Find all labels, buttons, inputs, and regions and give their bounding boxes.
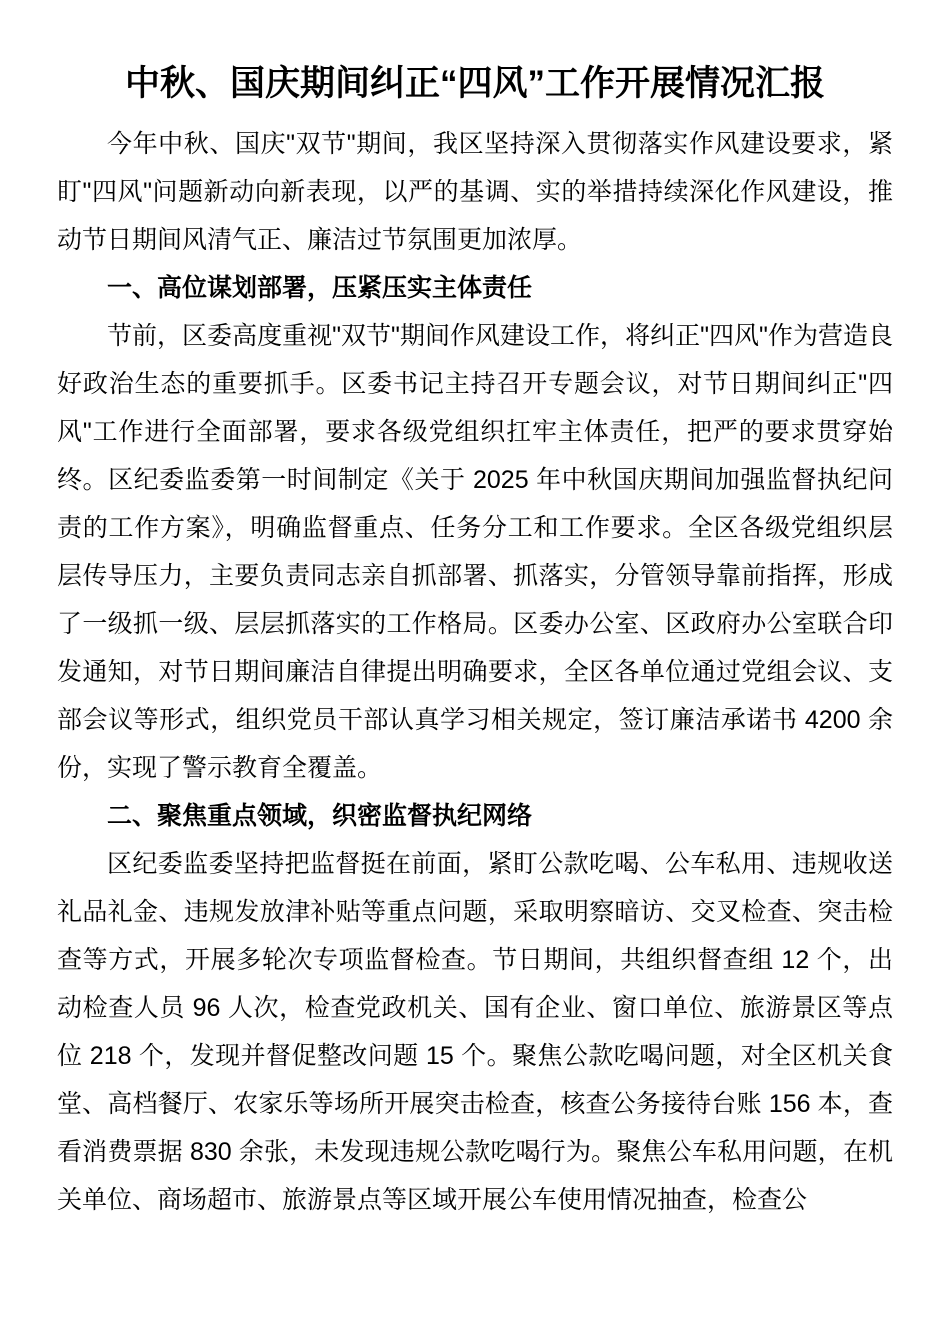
document-title: 中秋、国庆期间纠正“四风”工作开展情况汇报 [124, 64, 825, 103]
section-heading-2: 二、聚焦重点领域，织密监督执纪网络 [107, 802, 533, 830]
section-heading-1: 一、高位谋划部署，压紧压实主体责任 [107, 274, 533, 302]
paragraph-section-1: 节前，区委高度重视"双节"期间作风建设工作，将纠正"四风"作为营造良好政治生态的重要抓手。区委书记主持召开专题会议，对节日期间纠正"四风"工作进行全面部署，要求各级党组织扛牢主体责任，把严的要求贯穿始终。区纪委监委第一时间制定《关于 2025 年中秋国庆期间加强监督执纪问责的工作方案》，明确监督重点、任务分工和工作要求。全区各级党组织层层传导压力，主要负责同志亲自抓部署、抓落实，分管领导靠前指挥，形成了一级抓一级、层层抓落实的工作格局。区委办公室、区政府办公室联合印发通知，对节日期间廉洁自律提出明确要求，全区各单位通过党组会议、支部会议等形式，组织党员干部认真学习相关规定，签订廉洁承诺书 4200 余份，实现了警示教育全覆盖。 [57, 322, 893, 782]
paragraph-section-2: 区纪委监委坚持把监督挺在前面，紧盯公款吃喝、公车私用、违规收送礼品礼金、违规发放津补贴等重点问题，采取明察暗访、交叉检查、突击检查等方式，开展多轮次专项监督检查。节日期间，共组织督查组 12 个，出动检查人员 96 人次，检查党政机关、国有企业、窗口单位、旅游景区等点位 218 个，发现并督促整改问题 15 个。聚焦公款吃喝问题，对全区机关食堂、高档餐厅、农家乐等场所开展突击检查，核查公务接待台账 156 本，查看消费票据 830 余张，未发现违规公款吃喝行为。聚焦公车私用问题，在机关单位、商场超市、旅游景点等区域开展公车使用情况抽查，检查公 [57, 850, 893, 1214]
paragraph-intro: 今年中秋、国庆"双节"期间，我区坚持深入贯彻落实作风建设要求，紧盯"四风"问题新动向新表现，以严的基调、实的举措持续深化作风建设，推动节日期间风清气正、廉洁过节氛围更加浓厚。 [57, 130, 893, 254]
